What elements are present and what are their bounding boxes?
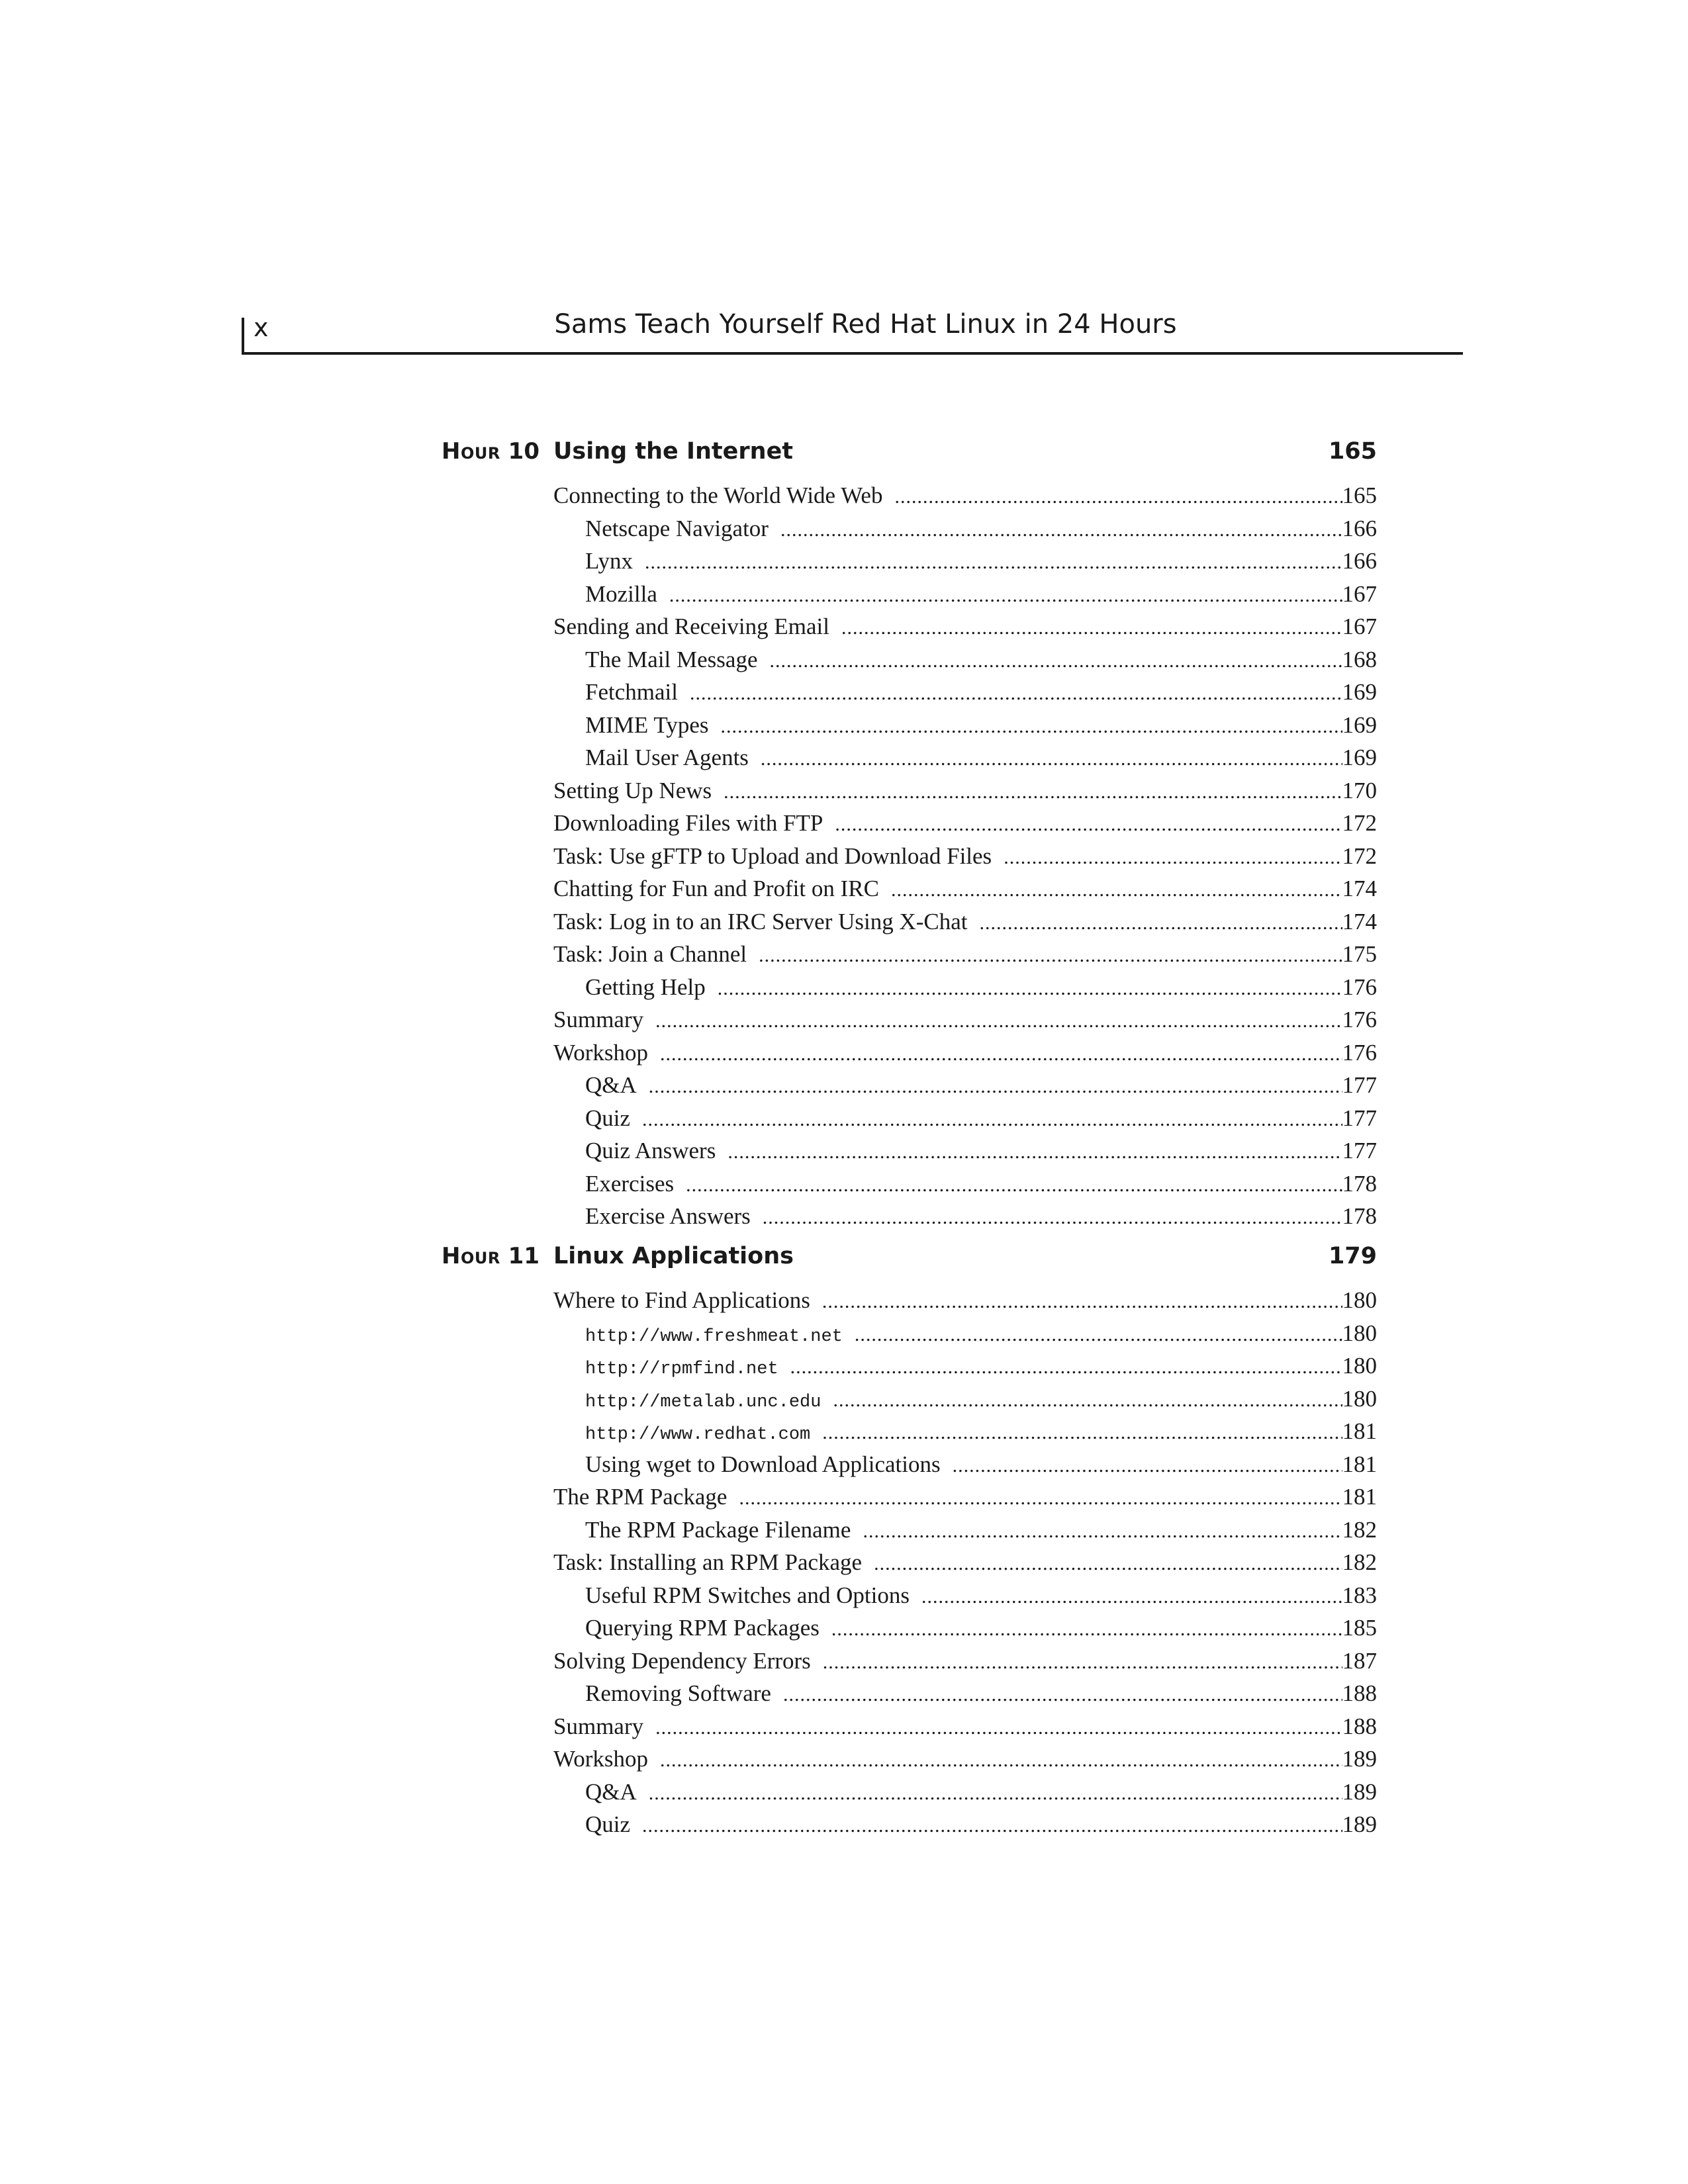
hour-label [437,1242,539,1271]
toc-entry [553,479,1377,512]
dot-leader [642,1102,1342,1136]
toc-entry-page: 181 [1342,1418,1377,1444]
toc-entry-page: 187 [1342,1647,1377,1674]
toc-entry-page: 172 [1342,810,1377,836]
toc-entry-title: Exercise Answers [585,1203,751,1229]
dot-leader [739,1480,1342,1515]
toc-entry-page: 180 [1342,1287,1377,1313]
toc-entry-title: Workshop [553,1746,649,1772]
toc-entry-title: Task: Log in to an IRC Server Using X-Chat [553,908,968,934]
toc-entry-page: 176 [1342,1007,1377,1032]
toc-entry-title: Getting Help [585,974,706,1000]
dot-leader [655,1710,1342,1745]
toc-entry [553,1776,1377,1809]
toc-entry-page: 178 [1342,1203,1377,1229]
dot-leader [894,479,1342,514]
toc-entry-page: 189 [1342,1811,1377,1837]
toc-entry-page: 188 [1342,1680,1377,1706]
toc-entry [553,905,1377,938]
hour-page-number: 179 [1328,1243,1377,1269]
toc-entry-page: 180 [1342,1320,1377,1346]
toc-entry-page: 183 [1342,1582,1377,1608]
toc-entry [553,872,1377,905]
toc-entry-title: The Mail Message [585,646,758,672]
toc-entry [553,1808,1377,1841]
toc-entry [553,774,1377,807]
hour-label-word: Hour [442,1243,500,1269]
toc-entry-title: Netscape Navigator [585,515,769,541]
hour-title: Using the Internet [553,438,794,465]
toc-entry-page: 177 [1342,1072,1377,1098]
toc-entry-title: Task: Use gFTP to Upload and Download Files [553,842,992,869]
toc-entry [553,1579,1377,1612]
toc-entry [553,1546,1377,1579]
dot-leader [660,1743,1342,1777]
dot-leader [649,1776,1342,1810]
toc-entry [553,1003,1377,1036]
toc-entry-page: 181 [1342,1484,1377,1510]
toc-entry-title: Task: Installing an RPM Package [553,1549,863,1575]
dot-leader [660,1036,1342,1071]
toc-entry-title: Workshop [553,1039,649,1066]
toc-entry-title: Removing Software [585,1680,771,1706]
toc-entry-list [437,479,1377,1233]
dot-leader [645,545,1342,579]
toc-entry [553,578,1377,611]
dot-leader [833,1383,1342,1417]
dot-leader [863,1514,1342,1548]
toc-entry-page: 175 [1342,941,1377,967]
toc-entry [553,709,1377,742]
toc-entry [553,545,1377,578]
toc-entry [553,807,1377,840]
dot-leader [822,1284,1342,1318]
toc-entry [553,1677,1377,1710]
dot-leader [759,938,1342,972]
toc-entry [553,512,1377,545]
toc-entry-title: Connecting to the World Wide Web [553,482,883,508]
toc-entry-page: 174 [1342,908,1377,934]
dot-leader [690,676,1342,710]
toc-entry-title: Exercises [585,1170,675,1197]
toc-entry-page: 174 [1342,876,1377,901]
toc-entry-page: 180 [1342,1385,1377,1412]
dot-leader [724,774,1342,809]
toc-entry-title: Setting Up News [553,777,712,803]
toc-entry-page: 165 [1342,482,1377,508]
dot-leader [980,905,1342,940]
toc-entry-page: 182 [1342,1516,1377,1543]
toc-entry [553,643,1377,676]
toc-entry-title: Q&A [585,1778,637,1805]
toc-entry-list [437,1284,1377,1841]
toc-entry [553,1349,1377,1383]
toc-hour-11 [437,1242,1377,1841]
toc-entry-title: Quiz [585,1811,631,1837]
dot-leader [835,807,1342,841]
dot-leader [823,1645,1342,1679]
dot-leader [655,1003,1342,1038]
toc-entry [553,1612,1377,1645]
toc-entry [553,1480,1377,1514]
dot-leader [780,512,1342,547]
toc-entry [553,1743,1377,1776]
toc-entry-page: 170 [1342,777,1377,803]
toc-entry-title: Using wget to Download Applications [585,1451,941,1477]
toc-entry-page: 177 [1342,1138,1377,1163]
dot-leader [921,1579,1342,1614]
toc-entry-title: Quiz Answers [585,1138,716,1163]
toc-entry-title: Useful RPM Switches and Options [585,1582,910,1608]
toc-entry [553,741,1377,774]
toc-entry-title: Summary [553,1713,644,1739]
dot-leader [874,1546,1342,1580]
hour-label [437,437,539,466]
dot-leader [727,1134,1342,1169]
hour-number: 11 [508,1243,539,1269]
toc-entry-page: 167 [1342,580,1377,607]
toc-entry [553,1448,1377,1481]
toc-entry-title: Solving Dependency Errors [553,1647,811,1674]
dot-leader [718,971,1342,1005]
toc-entry [553,971,1377,1004]
toc-entry [553,1069,1377,1102]
toc-entry-title: Downloading Files with FTP [553,810,823,836]
toc-entry [553,1167,1377,1201]
toc-entry-page: 166 [1342,548,1377,574]
toc-entry [553,1284,1377,1317]
toc-entry-title: Where to Find Applications [553,1287,810,1313]
toc-entry-page: 168 [1342,646,1377,672]
toc-entry-title: Summary [553,1007,644,1032]
toc-entry [553,1415,1377,1448]
toc-entry [553,1317,1377,1350]
toc-entry-page: 176 [1342,974,1377,1000]
dot-leader [822,1415,1342,1449]
hour-label-word: Hour [442,438,500,465]
toc-entry-title: The RPM Package [553,1484,727,1510]
toc-entry-page: 176 [1342,1039,1377,1066]
toc-entry-title: Task: Join a Channel [553,941,747,967]
running-header [242,304,1463,355]
hour-page-number: 165 [1328,438,1377,465]
toc-entry-page: 182 [1342,1549,1377,1575]
book-title: Sams Teach Yourself Red Hat Linux in 24 Hours [554,309,1177,340]
toc-entry-page: 172 [1342,842,1377,869]
dot-leader [1004,840,1342,874]
dot-leader [642,1808,1342,1843]
hour-heading [437,437,1377,479]
toc-entry [553,840,1377,873]
toc-entry [553,1134,1377,1167]
toc-entry-title: Lynx [585,548,633,574]
toc-entry-page: 189 [1342,1746,1377,1772]
toc-entry [553,1514,1377,1547]
hour-title: Linux Applications [553,1243,794,1269]
toc-entry [553,1383,1377,1416]
toc-entry-title: Mozilla [585,580,657,607]
toc-entry-title: Mail User Agents [585,745,749,770]
toc-entry [553,1200,1377,1233]
toc-entry-title: http://rpmfind.net [585,1359,778,1379]
toc-entry-page: 167 [1342,614,1377,639]
toc-entry-title: http://www.redhat.com [585,1425,811,1445]
toc-entry-title: Querying RPM Packages [585,1615,820,1641]
page-folio: x [254,313,269,342]
dot-leader [761,741,1342,776]
dot-leader [720,709,1342,743]
toc-entry-title: MIME Types [585,711,709,738]
toc-entry-title: Sending and Receiving Email [553,614,829,639]
dot-leader [790,1349,1342,1384]
toc-entry-page: 166 [1342,515,1377,541]
toc-entry-page: 178 [1342,1170,1377,1197]
dot-leader [783,1677,1342,1711]
toc-entry-page: 189 [1342,1778,1377,1805]
toc-entry [553,610,1377,643]
hour-heading [437,1242,1377,1284]
toc-entry-page: 169 [1342,711,1377,738]
toc-entry-title: http://www.freshmeat.net [585,1326,843,1347]
dot-leader [763,1200,1342,1234]
toc-entry-page: 177 [1342,1105,1377,1131]
toc-entry-title: Q&A [585,1072,637,1098]
toc-entry-page: 185 [1342,1615,1377,1641]
dot-leader [855,1317,1342,1351]
dot-leader [831,1612,1342,1646]
dot-leader [953,1448,1342,1482]
toc-entry [553,1710,1377,1743]
toc-entry-title: The RPM Package Filename [585,1516,851,1543]
toc-entry-page: 169 [1342,745,1377,770]
toc-hour-10 [437,437,1377,1233]
toc-entry-title: Quiz [585,1105,631,1131]
hour-number: 10 [508,438,539,465]
toc-entry [553,1036,1377,1069]
dot-leader [669,578,1342,612]
toc-entry-title: Chatting for Fun and Profit on IRC [553,876,879,901]
toc-entry-title: http://metalab.unc.edu [585,1392,821,1412]
toc-entry [553,1645,1377,1678]
dot-leader [841,610,1342,645]
toc-entry-title: Fetchmail [585,679,678,705]
toc-entry-page: 188 [1342,1713,1377,1739]
dot-leader [649,1069,1342,1103]
toc-entry-page: 180 [1342,1353,1377,1379]
toc-entry-page: 169 [1342,679,1377,705]
toc-entry-page: 181 [1342,1451,1377,1477]
dot-leader [769,643,1342,678]
toc-entry [553,1102,1377,1135]
toc-entry [553,676,1377,709]
toc-entry [553,938,1377,971]
dot-leader [686,1167,1342,1202]
dot-leader [891,872,1342,907]
